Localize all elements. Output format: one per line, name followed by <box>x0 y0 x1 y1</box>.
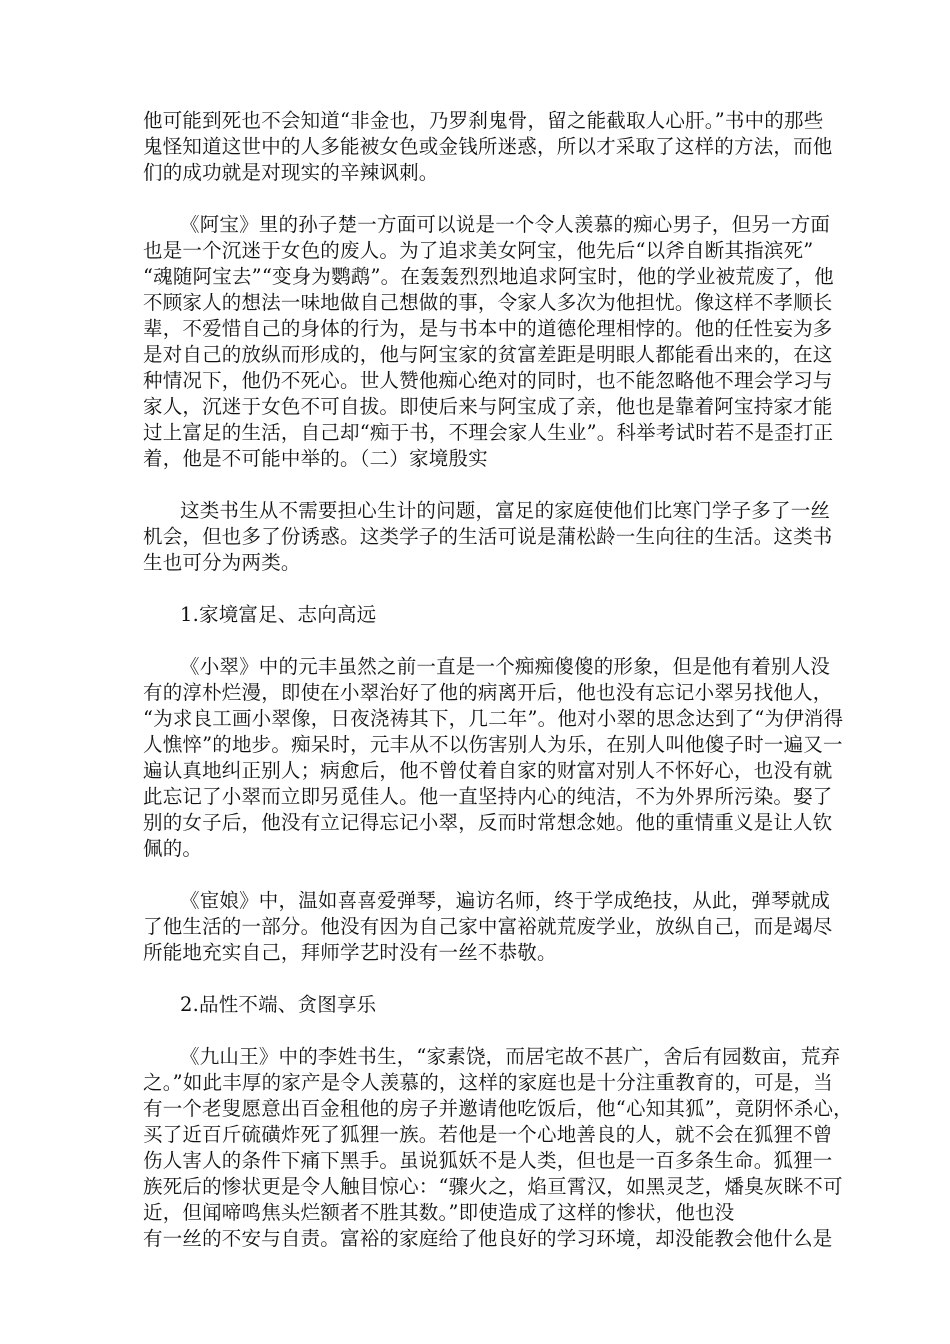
text-line: 家人，沉迷于女色不可自拔。即使后来与阿宝成了亲，他也是靠着阿宝持家才能 <box>143 395 833 418</box>
text-line: 机会，但也多了份诱惑。这类学子的生活可说是蒲松龄一生向往的生活。这类书 <box>143 525 833 548</box>
text-line: 辈，不爱惜自己的身体的行为，是与书本中的道德伦理相悖的。他的任性妄为多 <box>143 317 833 340</box>
text-line: 也是一个沉迷于女色的废人。为了追求美女阿宝，他先后“以斧自断其指滨死” <box>143 239 814 262</box>
text-line: 种情况下，他仍不死心。世人赞他痴心绝对的同时，也不能忽略他不理会学习与 <box>143 369 833 392</box>
text-line: 别的女子后，他没有立记得忘记小翠，反而时常想念她。他的重情重义是让人钦 <box>143 811 833 834</box>
text-line: 不顾家人的想法一味地做自己想做的事，令家人多次为他担忧。像这样不孝顺长 <box>143 291 833 314</box>
section-heading-1: 1.家境富足、志向高远 <box>180 603 377 626</box>
text-line: 人憔悴”的地步。痴呆时，元丰从不以伤害别人为乐，在别人叫他傻子时一遍又一 <box>143 733 843 756</box>
text-line: 之。”如此丰厚的家产是令人羡慕的，这样的家庭也是十分注重教育的，可是，当 <box>143 1071 833 1094</box>
text-line: 族死后的惨状更是令人触目惊心：“骤火之，焰亘霄汉，如黑灵芝，燔臭灰眯不可 <box>143 1175 843 1198</box>
section-heading-2: 2.品性不端、贪图享乐 <box>180 993 377 1016</box>
text-line: 买了近百斤硫磺炸死了狐狸一族。若他是一个心地善良的人，就不会在狐狸不曾 <box>143 1123 833 1146</box>
text-line: 他可能到死也不会知道“非金也，乃罗刹鬼骨，留之能截取人心肝。”书中的那些 <box>143 109 824 132</box>
text-line: 近，但闻啼鸣焦头烂额者不胜其数。”即使造成了这样的惨状，他也没 <box>143 1201 735 1224</box>
text-line: 着，他是不可能中举的。（二）家境殷实 <box>143 447 488 470</box>
text-line: 《小翠》中的元丰虽然之前一直是一个痴痴傻傻的形象，但是他有着别人没 <box>180 655 831 678</box>
text-line: 此忘记了小翠而立即另觅佳人。他一直坚持内心的纯洁，不为外界所污染。娶了 <box>143 785 833 808</box>
text-line: 《阿宝》里的孙子楚一方面可以说是一个令人羡慕的痴心男子，但另一方面 <box>180 213 831 236</box>
text-line: 《九山王》中的李姓书生，“家素饶，而居宅故不甚广，舍后有园数亩，荒弃 <box>180 1045 841 1068</box>
text-line: 们的成功就是对现实的辛辣讽刺。 <box>143 161 439 184</box>
text-line: 鬼怪知道这世中的人多能被女色或金钱所迷惑，所以才采取了这样的方法，而他 <box>143 135 833 158</box>
text-line: 是对自己的放纵而形成的，他与阿宝家的贫富差距是明眼人都能看出来的，在这 <box>143 343 833 366</box>
text-line: 伤人害人的条件下痛下黑手。虽说狐妖不是人类，但也是一百多条生命。狐狸一 <box>143 1149 833 1172</box>
text-line: “魂随阿宝去”“变身为鹦鹉”。在轰轰烈烈地追求阿宝时，他的学业被荒废了，他 <box>143 265 834 288</box>
text-line: 有一丝的不安与自责。富裕的家庭给了他良好的学习环境，却没能教会他什么是 <box>143 1227 833 1250</box>
text-line: 生也可分为两类。 <box>143 551 301 574</box>
text-line: 所能地充实自己，拜师学艺时没有一丝不恭敬。 <box>143 941 557 964</box>
text-line: 了他生活的一部分。他没有因为自己家中富裕就荒废学业，放纵自己，而是竭尽 <box>143 915 833 938</box>
text-line: 佩的。 <box>143 837 203 860</box>
text-line: 《宦娘》中，温如喜喜爱弹琴，遍访名师，终于学成绝技，从此，弹琴就成 <box>180 889 831 912</box>
text-line: 过上富足的生活，自己却“痴于书，不理会家人生业”。科举考试时若不是歪打正 <box>143 421 834 444</box>
text-line: 遍认真地纠正别人；病愈后，他不曾仗着自家的财富对别人不怀好心，也没有就 <box>143 759 833 782</box>
text-line: 这类书生从不需要担心生计的问题，富足的家庭使他们比寒门学子多了一丝 <box>180 499 831 522</box>
text-line: “为求良工画小翠像，日夜浇祷其下，几二年”。他对小翠的思念达到了“为伊消得 <box>143 707 844 730</box>
text-line: 有一个老叟愿意出百金租他的房子并邀请他吃饭后，他“心知其狐”，竟阴怀杀心， <box>143 1097 853 1120</box>
text-line: 有的淳朴烂漫，即使在小翠治好了他的病离开后，他也没有忘记小翠另找他人， <box>143 681 833 704</box>
